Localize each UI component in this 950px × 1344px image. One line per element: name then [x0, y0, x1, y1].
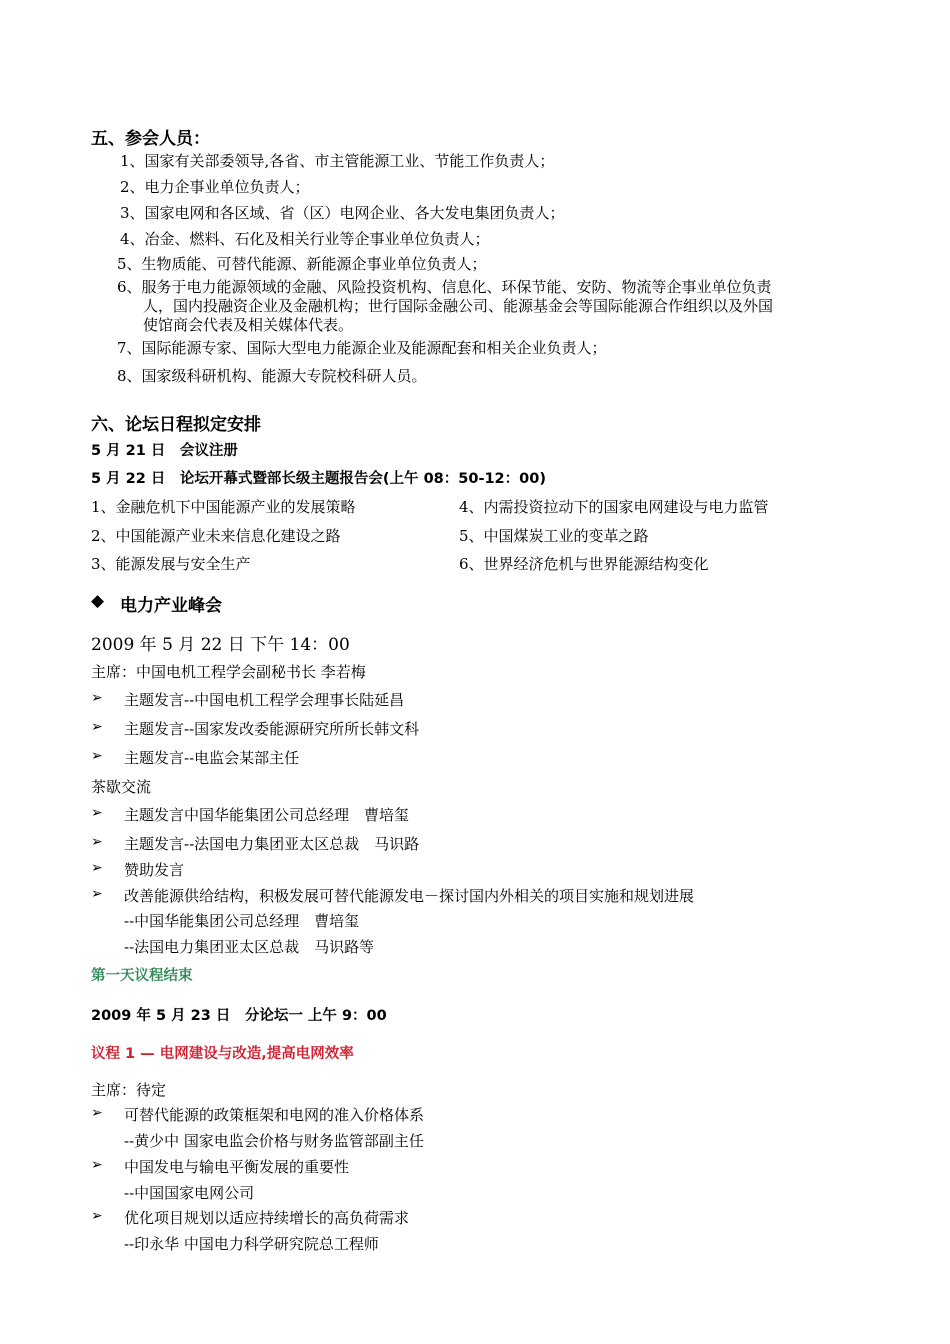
attendee-item-2: 2、电力企事业单位负责人；	[120, 178, 310, 196]
section-5-title: 五、参会人员：	[91, 129, 210, 149]
attendee-item-7: 7、国际能源专家、国际大型电力能源企业及能源配套和相关企业负责人；	[117, 339, 607, 357]
summit-speech-3: 主题发言--电监会某部主任	[124, 749, 300, 767]
agenda-1-title: 议程 1 — 电网建设与改造,提高电网效率	[91, 1046, 354, 1062]
summit-speech-1: 主题发言--中国电机工程学会理事长陆延昌	[124, 691, 405, 709]
arrow-bullet-icon: ➢	[91, 748, 103, 764]
summit-chair: 主席：中国电机工程学会副秘书长 李若梅	[91, 663, 366, 681]
arrow-bullet-icon: ➢	[91, 1157, 103, 1173]
arrow-bullet-icon: ➢	[91, 690, 103, 706]
topic-3: 3、能源发展与安全生产	[91, 555, 251, 573]
topic-2: 2、中国能源产业未来信息化建设之路	[91, 527, 341, 545]
forum-1-item-1: 可替代能源的政策框架和电网的准入价格体系	[124, 1106, 425, 1124]
arrow-bullet-icon: ➢	[91, 834, 103, 850]
topic-6: 6、世界经济危机与世界能源结构变化	[459, 555, 709, 573]
topic-1: 1、金融危机下中国能源产业的发展策略	[91, 498, 356, 516]
arrow-bullet-icon: ➢	[91, 805, 103, 821]
schedule-day-1: 5 月 21 日 会议注册	[91, 443, 238, 459]
topic-4: 4、内需投资拉动下的国家电网建设与电力监管	[459, 498, 769, 516]
arrow-bullet-icon: ➢	[91, 860, 103, 876]
diamond-bullet-icon: ◆	[91, 591, 105, 611]
attendee-item-6-line1: 6、服务于电力能源领域的金融、风险投资机构、信息化、环保节能、安防、物流等企事业单位负责	[117, 278, 772, 296]
arrow-bullet-icon: ➢	[91, 719, 103, 735]
attendee-item-4: 4、冶金、燃料、石化及相关行业等企事业单位负责人；	[120, 230, 490, 248]
arrow-bullet-icon: ➢	[91, 1105, 103, 1121]
summit-panel-speaker-2: --法国电力集团亚太区总裁 马识路等	[124, 938, 375, 956]
topic-5: 5、中国煤炭工业的变革之路	[459, 527, 649, 545]
attendee-item-5: 5、生物质能、可替代能源、新能源企事业单位负责人；	[117, 255, 487, 273]
forum-1-item-2-speaker: --中国国家电网公司	[124, 1184, 255, 1202]
forum-1-time: 2009 年 5 月 23 日 分论坛一 上午 9：00	[91, 1008, 387, 1024]
attendee-item-8: 8、国家级科研机构、能源大专院校科研人员。	[117, 367, 427, 385]
forum-1-item-1-speaker: --黄少中 国家电监会价格与财务监管部副主任	[124, 1132, 424, 1150]
forum-1-item-3-speaker: --印永华 中国电力科学研究院总工程师	[124, 1235, 379, 1253]
summit-speech-5: 主题发言--法国电力集团亚太区总裁 马识路	[124, 835, 420, 853]
summit-speech-2: 主题发言--国家发改委能源研究所所长韩文科	[124, 720, 420, 738]
attendee-item-6-line2: 人，国内投融资企业及金融机构；世行国际金融公司、能源基金会等国际能源合作组织以及外国	[143, 297, 774, 315]
tea-break: 茶歇交流	[91, 778, 152, 796]
summit-panel-topic: 改善能源供给结构，积极发展可替代能源发电－探讨国内外相关的项目实施和规划进展	[124, 887, 695, 905]
forum-1-item-3: 优化项目规划以适应持续增长的高负荷需求	[124, 1209, 410, 1227]
day-1-end: 第一天议程结束	[91, 968, 193, 984]
forum-1-chair: 主席：待定	[91, 1081, 167, 1099]
summit-time: 2009 年 5 月 22 日 下午 14：00	[91, 635, 350, 655]
summit-speech-4: 主题发言中国华能集团公司总经理 曹培玺	[124, 806, 410, 824]
schedule-day-2: 5 月 22 日 论坛开幕式暨部长级主题报告会(上午 08：50-12：00)	[91, 471, 546, 487]
section-6-title: 六、论坛日程拟定安排	[91, 415, 261, 435]
summit-sponsor-speech: 赞助发言	[124, 861, 185, 879]
forum-1-item-2: 中国发电与输电平衡发展的重要性	[124, 1158, 350, 1176]
summit-title: 电力产业峰会	[120, 596, 222, 616]
arrow-bullet-icon: ➢	[91, 886, 103, 902]
arrow-bullet-icon: ➢	[91, 1208, 103, 1224]
attendee-item-1: 1、国家有关部委领导,各省、市主管能源工业、节能工作负责人；	[120, 152, 555, 170]
attendee-item-6-line3: 使馆商会代表及相关媒体代表。	[143, 316, 354, 334]
attendee-item-3: 3、国家电网和各区域、省（区）电网企业、各大发电集团负责人；	[120, 204, 565, 222]
summit-panel-speaker-1: --中国华能集团公司总经理 曹培玺	[124, 912, 360, 930]
